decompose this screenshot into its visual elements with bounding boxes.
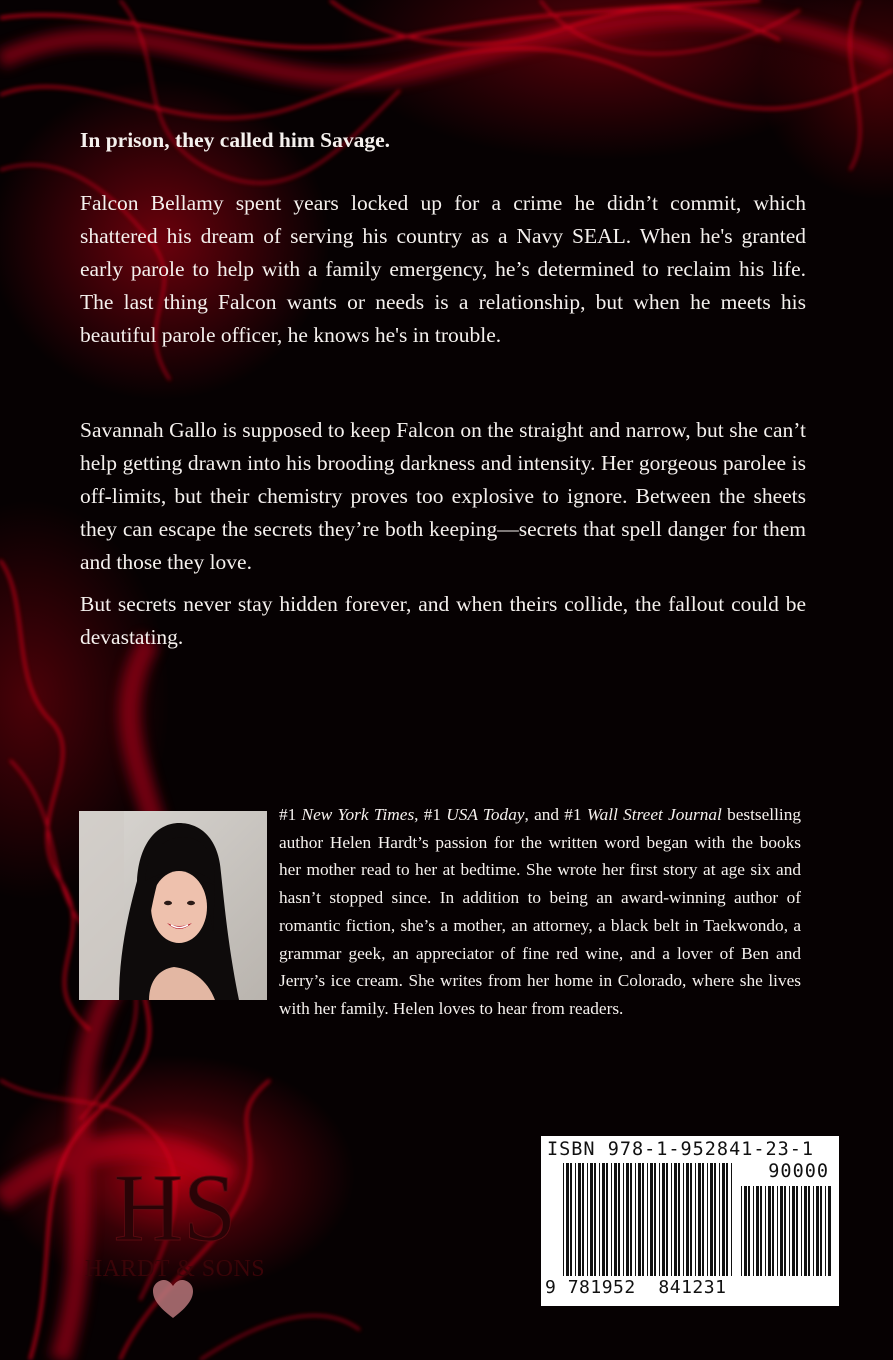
barcode-bar xyxy=(654,1163,656,1276)
barcode-bar xyxy=(587,1163,588,1276)
barcode-bar xyxy=(722,1163,725,1276)
barcode-bar xyxy=(808,1186,810,1276)
barcode-bar xyxy=(563,1163,564,1276)
barcode-bar xyxy=(731,1163,732,1276)
author-bio xyxy=(279,801,801,1023)
barcode-bar xyxy=(606,1163,608,1276)
barcode-bar xyxy=(650,1163,653,1276)
isbn-label: ISBN 978-1-952841-23-1 xyxy=(547,1139,815,1160)
barcode-bar xyxy=(753,1186,754,1276)
barcode-bar xyxy=(614,1163,617,1276)
barcode-bar xyxy=(686,1163,689,1276)
barcode-bar xyxy=(714,1163,716,1276)
barcode-bar xyxy=(789,1186,790,1276)
barcode-bar xyxy=(578,1163,581,1276)
barcode-digit-first: 9 xyxy=(545,1277,557,1298)
publisher-name: HARDT & SONS xyxy=(84,1256,266,1282)
blurb-paragraph-1: Falcon Bellamy spent years locked up for a crime he didn’t commit, which shattered his dream of serving his country as a Navy SEAL. When he's granted early parole to help with a family emergency, he’s determined to reclaim his life. The last thing Falcon wants or needs is a relationship, but when he meets his beautiful parole officer, he knows he's in trouble. xyxy=(80,191,806,347)
barcode-bar xyxy=(796,1186,798,1276)
heart-icon xyxy=(153,1280,193,1318)
barcode-bar xyxy=(744,1186,747,1276)
blurb-paragraph-3: But secrets never stay hidden forever, and when theirs collide, the fallout could be devastating. xyxy=(80,592,806,649)
barcode-bar xyxy=(647,1163,648,1276)
barcode-bar xyxy=(626,1163,629,1276)
barcode-bar xyxy=(768,1186,771,1276)
barcode-bar xyxy=(816,1186,819,1276)
barcode-bar xyxy=(825,1186,826,1276)
bio-body: bestselling author Helen Hardt’s passion for the written word began with the books her mother read to her at bedtime. She wrote her first story at age six and hasn’t stopped since. In addition to being an award-winning author of romantic fiction, she’s a mother, an attorney, a black belt in Taekwondo, a grammar geek, an appreciator of fine red wine, and a lover of Ben and Jerry’s ice cream. She writes from her home in Colorado, where she lives with her family. Helen loves to hear from readers. xyxy=(279,805,801,1018)
barcode-bar xyxy=(719,1163,720,1276)
barcode-bar xyxy=(582,1163,584,1276)
barcode-bar xyxy=(570,1163,572,1276)
barcode-bar xyxy=(566,1163,569,1276)
barcode-bar xyxy=(674,1163,677,1276)
barcode-bar xyxy=(772,1186,774,1276)
bio-rank-3: , and #1 xyxy=(524,805,587,824)
barcode-bar xyxy=(792,1186,795,1276)
barcode-bar xyxy=(804,1186,807,1276)
barcode-digits xyxy=(545,1277,835,1298)
barcode-bar xyxy=(760,1186,762,1276)
barcode-bar xyxy=(623,1163,624,1276)
barcode-bar xyxy=(611,1163,612,1276)
bio-publication-usa-today: USA Today xyxy=(446,805,525,824)
blurb-paragraph-2: Savannah Gallo is supposed to keep Falcon on the straight and narrow, but she can’t help getting drawn into his brooding darkness and intensity. Her gorgeous parolee is off-limits, but their chemistry proves too explosive to ignore. Between the sheets they can escape the secrets they’re both keeping—secrets that spell danger for them and those they love. xyxy=(80,418,806,574)
barcode-bar xyxy=(777,1186,778,1276)
barcode-bar xyxy=(666,1163,668,1276)
barcode-bar xyxy=(784,1186,786,1276)
barcode-bar xyxy=(765,1186,766,1276)
barcode-bar xyxy=(683,1163,684,1276)
publisher-logo xyxy=(75,1150,275,1320)
price-code: 90000 xyxy=(768,1161,829,1182)
barcode-bar xyxy=(618,1163,620,1276)
barcode-bar xyxy=(635,1163,636,1276)
barcode-bar xyxy=(599,1163,600,1276)
bio-publication-wsj: Wall Street Journal xyxy=(586,805,722,824)
bio-publication-nyt: New York Times xyxy=(301,805,415,824)
barcode-digits-group-1: 781952 xyxy=(567,1277,636,1298)
barcode-bar xyxy=(702,1163,704,1276)
barcode-bar xyxy=(659,1163,660,1276)
barcode-bar xyxy=(590,1163,593,1276)
tagline: In prison, they called him Savage. xyxy=(80,128,390,152)
publisher-monogram: HS xyxy=(113,1154,237,1261)
barcode-bar xyxy=(642,1163,644,1276)
barcode-bar xyxy=(662,1163,665,1276)
barcode-digits-group-2: 841231 xyxy=(658,1277,727,1298)
author-photo xyxy=(79,811,267,1000)
barcode-bar xyxy=(630,1163,632,1276)
barcode-bar xyxy=(820,1186,822,1276)
isbn-barcode xyxy=(541,1136,839,1306)
barcode-bar xyxy=(707,1163,708,1276)
barcode-bar xyxy=(638,1163,641,1276)
barcode-bar xyxy=(698,1163,701,1276)
barcode-bar xyxy=(726,1163,728,1276)
barcode-bar xyxy=(813,1186,814,1276)
barcode-bar xyxy=(748,1186,750,1276)
bio-rank-2: , #1 xyxy=(414,805,447,824)
barcode-bar xyxy=(690,1163,692,1276)
barcode-bar xyxy=(756,1186,759,1276)
barcode-bar xyxy=(678,1163,680,1276)
barcode-bar xyxy=(594,1163,596,1276)
barcode-bar xyxy=(710,1163,713,1276)
barcode-bar xyxy=(741,1186,742,1276)
barcode-bar xyxy=(695,1163,696,1276)
barcode-bar xyxy=(801,1186,802,1276)
barcode-bar xyxy=(671,1163,672,1276)
barcode-bar xyxy=(780,1186,783,1276)
barcode-bar xyxy=(575,1163,576,1276)
barcode-bar xyxy=(602,1163,605,1276)
bio-rank-1: #1 xyxy=(279,805,302,824)
barcode-bar xyxy=(828,1186,831,1276)
